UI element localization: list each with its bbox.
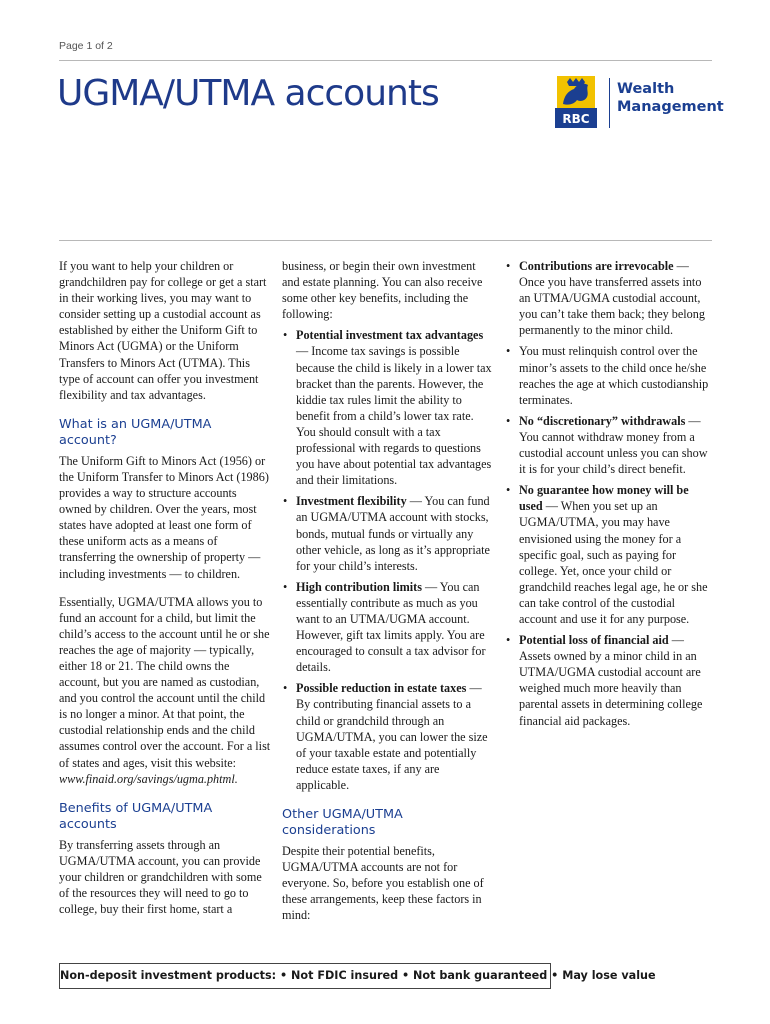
heading-considerations: Other UGMA/UTMA considerations xyxy=(282,807,403,838)
what-is-paragraph-2 xyxy=(59,594,271,787)
column-2 xyxy=(282,258,494,923)
page-title: UGMA/UTMA accounts xyxy=(57,73,439,114)
considerations-list xyxy=(505,258,715,729)
benefit-title: High contribution limits xyxy=(296,579,422,594)
page-number: Page 1 of 2 xyxy=(59,40,113,52)
intro-paragraph: If you want to help your children or grandchildren pay for college or get a start in their working lives, you may want to consider setting up a custodial account as established by either the Uniform Gift to Minors Act (UGMA) or the Uniform Transfers to Minors Act (UTMA). This type of account can offer you investment flexibility and tax advantages. xyxy=(59,259,267,402)
consideration-text: — You cannot withdraw money from a custodial account unless you can show it is for your child’s direct benefit. xyxy=(519,413,708,477)
logo-line-wealth: Wealth xyxy=(617,81,675,97)
rbc-lion-shield-icon xyxy=(555,76,601,130)
rbc-logo xyxy=(555,76,724,132)
list-item xyxy=(282,680,494,793)
benefit-text: — By contributing financial assets to a child or grandchild through an UGMA/UTMA, you can lower the size of your taxable estate and potentially reduce estate taxes, if any are applicable. xyxy=(296,681,488,792)
rbc-wordmark: RBC xyxy=(562,112,590,126)
column-3 xyxy=(505,258,715,729)
benefits-list xyxy=(282,327,494,793)
consideration-text: You must relinquish control over the minor’s assets to the child once he/she reaches the age at which custodianship terminates. xyxy=(519,344,709,407)
consideration-text: — When you set up an UGMA/UTMA, you may have envisioned using the money for a specific goal, such as paying for college. Yet, once your child or grandchild reaches legal age, he or she can take control of the custodial account and use it for any purpose. xyxy=(519,499,708,626)
consideration-title: No “discretionary” withdrawals xyxy=(519,413,686,428)
list-item xyxy=(505,632,715,729)
section-divider xyxy=(59,240,712,241)
consideration-title: Contributions are irrevocable xyxy=(519,259,674,273)
column-1 xyxy=(59,258,271,917)
what-is-paragraph-1: The Uniform Gift to Minors Act (1956) or the Uniform Transfer to Minors Act (1986) provides a way to structure accounts owned by children. Over the years, most states have adopted at least one form of these uniform acts as a means of transferring the ownership of property — including investments — to children. xyxy=(59,453,269,581)
benefits-continued: business, or begin their own investment and estate planning. You can also receive some other key benefits, including the following: xyxy=(282,259,483,322)
disclaimer-box: Non-deposit investment products: • Not FDIC insured • Not bank guaranteed • May lose value xyxy=(59,963,551,989)
benefit-title: Possible reduction in estate taxes xyxy=(296,681,467,696)
consideration-text: — Assets owned by a minor child in an UTMA/UGMA custodial account are weighed much more heavily than parental assets in determining college financial aid packages. xyxy=(519,633,703,728)
finaid-link[interactable]: www.finaid.org/savings/ugma.phtml. xyxy=(59,771,238,786)
list-item xyxy=(505,482,715,627)
benefit-text: — You can essentially contribute as much as you want to an UTMA/UGMA account. However, gift tax limits apply. You are encouraged to consult a tax advisor for details. xyxy=(296,579,486,675)
consideration-title: Potential loss of financial aid xyxy=(519,633,669,648)
benefit-title: Potential investment tax advantages xyxy=(296,328,484,343)
heading-benefits: Benefits of UGMA/UTMA accounts xyxy=(59,800,213,832)
logo-line-management: Management xyxy=(617,99,724,115)
list-item xyxy=(505,258,715,338)
list-item xyxy=(505,343,715,407)
list-item xyxy=(282,327,494,488)
benefit-title: Investment flexibility xyxy=(296,494,407,509)
considerations-paragraph: Despite their potential benefits, UGMA/UTMA accounts are not for everyone. So, before you establish one of these arrangements, keep these factors in mind: xyxy=(282,844,484,923)
logo-text xyxy=(617,80,724,116)
benefit-text: — You can fund an UGMA/UTMA account with stocks, bonds, mutual funds or virtually any other vehicle, as long as it’s appropriate for your child’s interests. xyxy=(296,494,490,573)
list-item xyxy=(282,579,494,676)
logo-divider xyxy=(609,78,610,128)
list-item xyxy=(282,493,494,573)
list-item xyxy=(505,413,715,477)
benefit-text: — Income tax savings is possible because the child is likely in a lower tax bracket than the parents. However, the kiddie tax rules limit the ability to benefit from a child’s lower tax rate. You should consult with a tax professional with regards to questions you have about potential tax advantages and their limitations. xyxy=(296,344,492,488)
benefits-paragraph: By transferring assets through an UGMA/UTMA account, you can provide your children or grandchildren with some of the resources they will need to go to college, buy their first home, start a xyxy=(59,837,262,917)
what-is-paragraph-2-text: Essentially, UGMA/UTMA allows you to fund an account for a child, but limit the child’s access to the account until he or she reaches the age of majority — typically, either 18 or 21. The child owns the account, but you are named as custodian, and you control the account until the child is no longer a minor. At that point, the custodial relationship ends and the child assumes control over the account. For a list of states and ages, visit this website: xyxy=(59,594,271,770)
consideration-title: No guarantee how money will be used xyxy=(519,483,689,514)
consideration-text: — Once you have transferred assets into an UTMA/UGMA custodial account, you can’t take them back; they belong permanently to the minor child. xyxy=(519,259,705,338)
top-divider xyxy=(59,60,712,61)
heading-what-is: What is an UGMA/UTMA account? xyxy=(59,416,212,448)
